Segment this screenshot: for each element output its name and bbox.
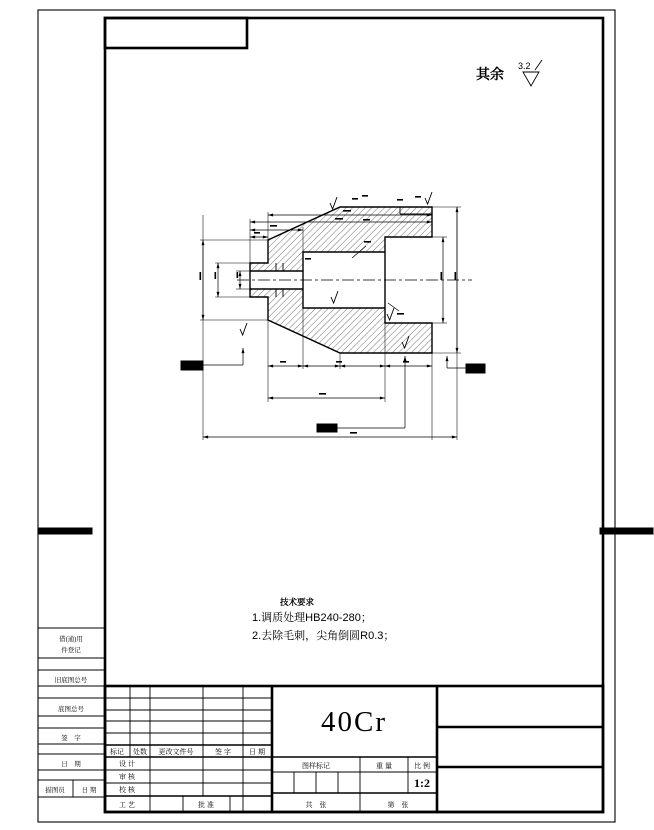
top-left-extra-box bbox=[105, 18, 247, 48]
roughness-check bbox=[387, 308, 394, 320]
scale-value: 1:2 bbox=[414, 776, 430, 790]
header-change-doc: 更改文件号 bbox=[158, 749, 194, 756]
base-no-label: 底图总号 bbox=[58, 706, 84, 713]
margin-strip bbox=[38, 628, 105, 797]
strip-date-label: 日 期 bbox=[61, 761, 81, 768]
row-check: 审 核 bbox=[119, 774, 135, 781]
centering-mark-left bbox=[38, 528, 92, 534]
header-count: 处数 bbox=[133, 749, 147, 756]
part-section bbox=[250, 207, 432, 353]
tracer-date-label: 日 期 bbox=[81, 787, 97, 794]
scale-label: 比 例 bbox=[414, 763, 430, 770]
row-process: 工 艺 bbox=[119, 802, 135, 809]
total-sheets-label: 共 张 bbox=[305, 802, 327, 809]
material-value: 40Cr bbox=[321, 706, 387, 738]
roughness-value: 3.2 bbox=[518, 61, 531, 71]
surface-note-label: 其余 bbox=[476, 66, 504, 82]
borrow-register-label-2: 件登记 bbox=[61, 647, 81, 654]
weight-label: 重 量 bbox=[376, 763, 392, 770]
strip-sign-label: 签 字 bbox=[61, 735, 81, 742]
roughness-check bbox=[425, 192, 432, 204]
header-mark: 标记 bbox=[110, 749, 124, 756]
tech-note-1: 1.调质处理HB240-280； bbox=[252, 612, 372, 624]
header-sign: 签 字 bbox=[215, 749, 231, 756]
tracer-label: 描图员 bbox=[45, 787, 65, 794]
roughness-check bbox=[240, 323, 247, 335]
row-approve: 批 准 bbox=[198, 802, 214, 809]
roughness-symbol bbox=[523, 72, 539, 86]
row-design: 设 计 bbox=[119, 761, 135, 768]
main-view bbox=[181, 192, 485, 440]
header-date: 日 期 bbox=[249, 749, 265, 756]
old-base-no-label: 旧底图总号 bbox=[54, 677, 88, 684]
centering-mark-right bbox=[600, 528, 653, 534]
tech-notes bbox=[252, 597, 394, 642]
sheet-number-label: 第 张 bbox=[387, 802, 409, 809]
roughness-check bbox=[331, 291, 338, 303]
tech-notes-title: 技术要求 bbox=[279, 597, 315, 607]
tolerance-frame-bottom bbox=[317, 356, 405, 432]
title-block bbox=[105, 686, 603, 812]
surface-roughness-note bbox=[476, 60, 542, 86]
drawing-mark-label: 图样标记 bbox=[302, 763, 330, 770]
borrow-register-label-1: 借(通)用 bbox=[59, 636, 83, 643]
tolerance-frame-right bbox=[447, 356, 485, 373]
row-proof: 校 核 bbox=[119, 787, 135, 794]
roughness-check bbox=[330, 197, 337, 209]
tolerance-frame-left bbox=[181, 348, 243, 370]
tech-note-2: 2.去除毛刺，尖角倒圆R0.3； bbox=[252, 630, 395, 642]
